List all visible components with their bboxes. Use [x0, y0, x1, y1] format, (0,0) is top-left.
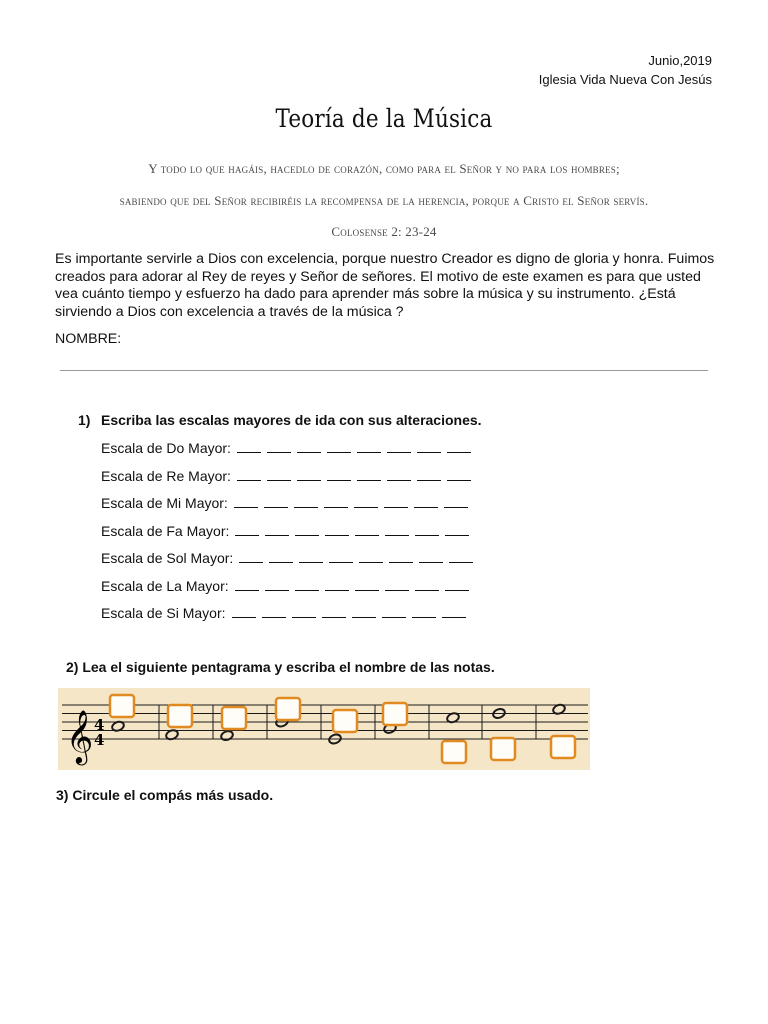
- verse-line-2: sabiendo que del Señor recibiréis la recompensa de la herencia, porque a Cristo el Señor servís.: [119, 193, 649, 208]
- answer-blank[interactable]: [327, 469, 351, 481]
- answer-blank[interactable]: [297, 469, 321, 481]
- answer-blank[interactable]: [265, 579, 289, 591]
- answer-blanks[interactable]: [231, 440, 471, 456]
- question-3-heading: 3) Circule el compás más usado.: [56, 787, 274, 803]
- church-name: Iglesia Vida Nueva Con Jesús: [538, 72, 712, 87]
- answer-blank[interactable]: [262, 606, 286, 618]
- scale-row-la: [101, 576, 473, 604]
- answer-blank[interactable]: [445, 579, 469, 591]
- answer-blank[interactable]: [359, 551, 383, 563]
- answer-blank[interactable]: [414, 496, 438, 508]
- scale-row-do: [101, 438, 473, 466]
- answer-blank[interactable]: [417, 441, 441, 453]
- note-answer-box[interactable]: [383, 703, 407, 725]
- answer-blank[interactable]: [264, 496, 288, 508]
- time-signature-bottom: 4: [94, 731, 105, 749]
- answer-blank[interactable]: [237, 469, 261, 481]
- answer-blank[interactable]: [382, 606, 406, 618]
- answer-blank[interactable]: [235, 524, 259, 536]
- note-answer-box[interactable]: [333, 710, 357, 732]
- answer-blank[interactable]: [387, 469, 411, 481]
- answer-blank[interactable]: [442, 606, 466, 618]
- answer-blank[interactable]: [269, 551, 293, 563]
- answer-blanks[interactable]: [233, 550, 473, 566]
- intro-paragraph: Es importante servirle a Dios con excelencia, porque nuestro Creador es digno de gloria y honra. Fuimos creados para adorar al Rey de reyes y Señor de señores. El motivo de este examen es para que usted vea cuánto tiempo y esfuerzo ha dado para aprender más sobre la música y su instrumento. ¿Está sirviendo a Dios con excelencia a través de la música ?: [55, 251, 715, 320]
- answer-blank[interactable]: [384, 496, 408, 508]
- scale-row-sol: [101, 548, 473, 576]
- answer-blank[interactable]: [415, 579, 439, 591]
- answer-blank[interactable]: [237, 441, 261, 453]
- answer-blank[interactable]: [412, 606, 436, 618]
- scale-label: Escala de Fa Mayor:: [101, 522, 230, 539]
- answer-blank[interactable]: [449, 551, 473, 563]
- answer-blank[interactable]: [444, 496, 468, 508]
- scale-label: Escala de Mi Mayor:: [101, 495, 228, 511]
- note-answer-box[interactable]: [276, 698, 300, 720]
- scale-row-mi: [101, 493, 473, 521]
- answer-blank[interactable]: [295, 524, 319, 536]
- scales-list: [101, 438, 473, 631]
- answer-blanks[interactable]: [229, 523, 469, 539]
- question-1-text: Escriba las escalas mayores de ida con sus alteraciones.: [101, 412, 482, 428]
- scale-label: Escala de La Mayor:: [101, 577, 229, 594]
- scale-label: Escala de Si Mayor:: [101, 605, 226, 621]
- answer-blank[interactable]: [234, 496, 258, 508]
- note-answer-box[interactable]: [168, 705, 192, 727]
- answer-blank[interactable]: [385, 524, 409, 536]
- answer-blank[interactable]: [417, 469, 441, 481]
- answer-blank[interactable]: [352, 606, 376, 618]
- answer-blanks[interactable]: [231, 468, 471, 484]
- note-answer-box[interactable]: [110, 695, 134, 717]
- answer-blank[interactable]: [325, 579, 349, 591]
- answer-blank[interactable]: [329, 551, 353, 563]
- date-text: Junio,2019: [648, 53, 712, 68]
- note-answer-box[interactable]: [491, 738, 515, 760]
- answer-blank[interactable]: [385, 579, 409, 591]
- header-info: [539, 51, 712, 89]
- answer-blank[interactable]: [355, 579, 379, 591]
- answer-blank[interactable]: [415, 524, 439, 536]
- verse-reference: Colosense 2: 23-24: [331, 224, 437, 239]
- note-answer-box[interactable]: [442, 741, 466, 763]
- scale-row-si: [101, 603, 473, 631]
- time-signature-top: 4: [94, 716, 105, 734]
- treble-clef-icon: 𝄞: [66, 709, 94, 763]
- music-staff: [58, 688, 590, 770]
- page-title: Teoría de la Música: [275, 104, 493, 133]
- answer-blank[interactable]: [322, 606, 346, 618]
- answer-blank[interactable]: [419, 551, 443, 563]
- scale-label: Escala de Do Mayor:: [101, 440, 231, 456]
- scale-label: Escala de Sol Mayor:: [101, 550, 234, 566]
- answer-blank[interactable]: [297, 441, 321, 453]
- note-answer-box[interactable]: [551, 736, 575, 758]
- answer-blank[interactable]: [265, 524, 289, 536]
- verse-line-1: Y todo lo que hagáis, hacedlo de corazón, como para el Señor y no para los hombres;: [148, 161, 620, 176]
- answer-blank[interactable]: [235, 579, 259, 591]
- answer-blank[interactable]: [325, 524, 349, 536]
- answer-blank[interactable]: [327, 441, 351, 453]
- answer-blank[interactable]: [232, 606, 256, 618]
- answer-blank[interactable]: [445, 524, 469, 536]
- answer-blank[interactable]: [389, 551, 413, 563]
- answer-blanks[interactable]: [226, 605, 466, 621]
- answer-blanks[interactable]: [229, 578, 469, 594]
- answer-blank[interactable]: [299, 551, 323, 563]
- note-answer-box[interactable]: [222, 707, 246, 729]
- scale-row-fa: [101, 521, 473, 549]
- scale-row-re: [101, 466, 473, 494]
- scale-label: Escala de Re Mayor:: [101, 467, 231, 484]
- question-1-heading: [78, 412, 482, 428]
- answer-blank[interactable]: [292, 606, 316, 618]
- answer-blank[interactable]: [355, 524, 379, 536]
- music-staff-figure: [58, 688, 590, 770]
- name-label: NOMBRE:: [55, 331, 122, 347]
- answer-blank[interactable]: [295, 579, 319, 591]
- answer-blank[interactable]: [447, 441, 471, 453]
- answer-blank[interactable]: [354, 496, 378, 508]
- answer-blank[interactable]: [267, 469, 291, 481]
- answer-blank[interactable]: [357, 469, 381, 481]
- answer-blank[interactable]: [387, 441, 411, 453]
- answer-blanks[interactable]: [228, 495, 468, 511]
- answer-blank[interactable]: [294, 496, 318, 508]
- answer-blank[interactable]: [357, 441, 381, 453]
- answer-blank[interactable]: [324, 496, 348, 508]
- answer-blank[interactable]: [447, 469, 471, 481]
- question-2-heading: 2) Lea el siguiente pentagrama y escriba el nombre de las notas.: [66, 659, 495, 675]
- name-line[interactable]: [60, 370, 708, 371]
- answer-blank[interactable]: [267, 441, 291, 453]
- question-1-number: 1): [78, 412, 91, 428]
- answer-blank[interactable]: [239, 551, 263, 563]
